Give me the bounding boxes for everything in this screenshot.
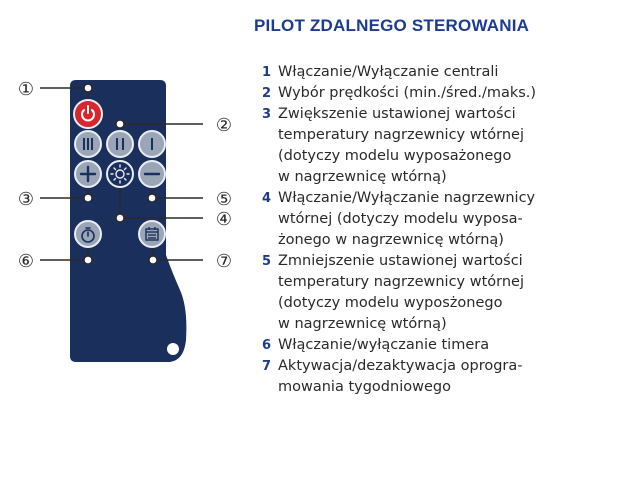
legend-text: Włączanie/Wyłączanie nagrzewnicy wtórnej (dotyczy modelu wyposa- żonego w nagrzewnicę wtórną): [278, 190, 536, 248]
remote-hole: [167, 343, 179, 355]
legend-text: Włączanie/Wyłączanie centrali: [278, 64, 499, 80]
legend-item-4: [262, 188, 582, 251]
callout-7: ⑦: [215, 251, 233, 272]
legend-number: 2: [262, 86, 272, 101]
callout-2: ②: [215, 115, 233, 136]
speed-1-button[interactable]: [139, 131, 165, 157]
callout-3: ③: [17, 189, 35, 210]
legend-text: Zmniejszenie ustawionej wartości temperatury nagrzewnicy wtórnej (dotyczy modelu wyposżonego w nagrzewnicę wtórną): [278, 253, 525, 332]
legend-text: Włączanie/wyłączanie timera: [278, 337, 490, 353]
callout-5: ⑤: [215, 189, 233, 210]
legend-text: Wybór prędkości (min./śred./maks.): [278, 85, 537, 101]
legend-text: Aktywacja/dezaktywacja oprogra- mowania tygodniowego: [278, 358, 523, 395]
remote-diagram: [0, 0, 260, 500]
legend-number: 1: [262, 65, 272, 80]
legend-item-3: [262, 104, 582, 188]
legend-item-7: [262, 356, 582, 398]
legend-list: [262, 62, 582, 398]
speed-3-button[interactable]: [75, 131, 101, 157]
legend-text: Zwiększenie ustawionej wartości temperatury nagrzewnicy wtórnej (dotyczy modelu wyposażonego w nagrzewnicę wtórną): [278, 106, 525, 185]
page-title: PILOT ZDALNEGO STEROWANIA: [254, 16, 530, 35]
legend-item-1: [262, 62, 582, 83]
legend-item-5: [262, 251, 582, 335]
plus-button[interactable]: [75, 161, 101, 187]
callout-6: ⑥: [17, 251, 35, 272]
callout-1: ①: [17, 79, 35, 100]
legend-number: 7: [262, 359, 272, 374]
legend-item-6: [262, 335, 582, 356]
legend-item-2: [262, 83, 582, 104]
power-button[interactable]: [74, 100, 102, 128]
legend-number: 3: [262, 107, 272, 122]
timer-button[interactable]: [75, 221, 101, 247]
speed-2-button[interactable]: [107, 131, 133, 157]
heater-button[interactable]: [107, 161, 133, 187]
legend-number: 5: [262, 254, 272, 269]
legend-number: 4: [262, 191, 272, 206]
minus-button[interactable]: [139, 161, 165, 187]
callout-4: ④: [215, 209, 233, 230]
legend-number: 6: [262, 338, 272, 353]
calendar-button[interactable]: [139, 221, 165, 247]
